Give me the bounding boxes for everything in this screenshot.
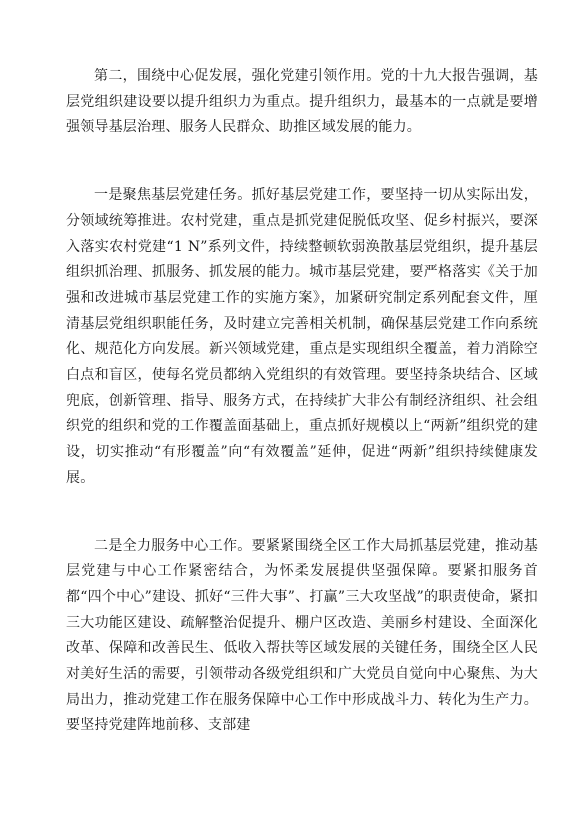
paragraph-serve-central-work: 二是全力服务中心工作。要紧紧围绕全区工作大局抓基层党建，推动基层党建与中心工作紧密结合，为怀柔发展提供坚强保障。要紧扣服务首都“四个中心”建设、抓好“三件大事”、打赢”三大攻坚战”的职责使命，紧扣三大功能区建设、疏解整治促提升、棚户区改造、美丽乡村建设、全面深化改革、保障和改善民生、低收入帮扶等区域发展的关键任务，围绕全区人民对美好生活的需要，引领带动各级党组织和广大党员自觉向中心聚焦、为大局出力，推动党建工作在服务保障中心工作中形成战斗力、转化为生产力。要坚持党建阵地前移、支部建 (66, 537, 538, 734)
paragraph-grassroots-tasks: 一是聚焦基层党建任务。抓好基层党建工作，要坚持一切从实际出发，分领域统筹推进。农村党建，重点是抓党建促脱低攻坚、促乡村振兴，要深入落实农村党建“1 N”系列文件，持续整顿软弱涣散基层党组织，提升基层组织抓治理、抓服务、抓发展的能力。城市基层党建，要严格落实《关于加强和改进城市基层党建工作的实施方案》，加紧研究制定系列配套文件，厘清基层党组织职能任务，及时建立完善相关机制，确保基层党建工作向系统化、规范化方向发展。新兴领域党建，重点是实现组织全覆盖，着力消除空白点和盲区，使每名党员都纳入党组织的有效管理。要坚持条块结合、区域兜底，创新管理、指导、服务方式，在持续扩大非公有制经济组织、社会组织党的组织和党的工作覆盖面基础上，重点抓好规模以上“两新”组织党的建设，切实推动“有形覆盖”向“有效覆盖”延伸，促进“两新”组织持续健康发展。 (66, 187, 538, 486)
paragraph-promote-development: 第二，围绕中心促发展，强化党建引领作用。党的十九大报告强调，基层党组织建设要以提升组织力为重点。提升组织力，最基本的一点就是要增强领导基层治理、服务人民群众、助推区域发展的能力。 (66, 68, 538, 136)
